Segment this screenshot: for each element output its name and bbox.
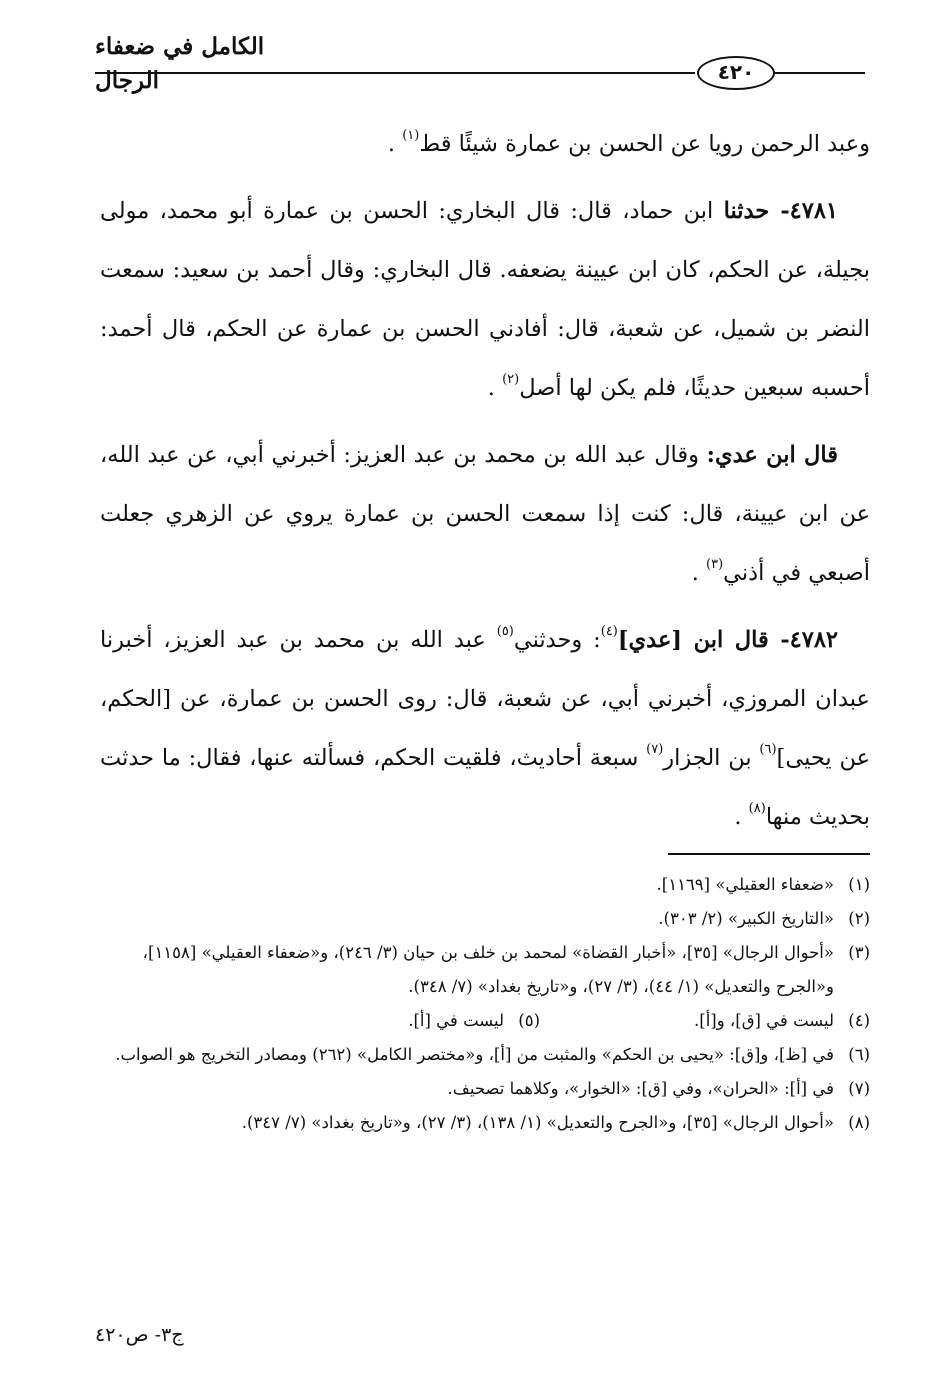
volume-page-reference: ج٣- ص٤٢٠	[95, 1324, 184, 1346]
paragraph-text: : وحدثني	[513, 627, 601, 653]
running-title: الكامل في ضعفاء الرجال	[95, 33, 265, 94]
footnote-ref: (٨)	[748, 801, 766, 816]
narration-4781	[100, 182, 870, 418]
paragraph-text: سبعة أحاديث، فلقيت الحكم، فسألته عنها، فقال: ما حدثت بحديث منها	[100, 745, 870, 830]
paragraph-end: .	[734, 804, 749, 830]
footnote	[105, 902, 870, 936]
paragraph-end: .	[387, 131, 403, 157]
footnote	[105, 868, 870, 902]
footnote	[210, 1004, 540, 1038]
footnotes	[105, 868, 870, 1140]
paragraph-end: .	[691, 560, 706, 586]
narration-number: ٤٧٨١-	[769, 198, 838, 224]
paragraph-1	[100, 115, 870, 174]
footnote-ref: (٤)	[600, 624, 618, 639]
paragraph-text: بن الجزار	[663, 745, 760, 771]
footnote-text: «ضعفاء العقيلي» [١١٦٩].	[656, 875, 834, 894]
narration-keyword: حدثنا	[723, 198, 770, 224]
footnote	[105, 1038, 870, 1072]
footnote-text: ليست في [ق]، و[أ].	[694, 1011, 834, 1030]
footnote-text: «أحوال الرجال» [٣٥]، «أخبار القضاة» لمحمد بن خلف بن حيان (٣/ ٢٤٦)، و«ضعفاء العقيلي» [١١٥٨]، و«الجرح والتعديل» (١/ ٤٤)، (٣/ ٢٧)، و«تاريخ بغداد» (٧/ ٣٤٨).	[142, 943, 834, 996]
paragraph-text: ابن حماد، قال: قال البخاري: الحسن بن عمارة أبو محمد، مولى بجيلة، عن الحكم، كان ابن عيينة يضعفه. قال البخاري: وقال أحمد بن سعيد: سمعت النضر بن شميل، عن شعبة، قال: أفادني الحسن بن عمارة عن الحكم، قال أحمد: أحسبه سبعين حديثًا، فلم يكن لها أصل	[100, 198, 870, 401]
footnote-ref: (٣)	[706, 557, 724, 572]
footnote-number: (٤)	[848, 1011, 870, 1030]
footnote-ref: (٦)	[759, 742, 777, 757]
footnote	[105, 936, 870, 1004]
paragraph-text: عبد الله بن محمد بن عبد العزيز، أخبرنا عبدان المروزي، أخبرني أبي، عن شعبة، قال: روى الحسن بن عمارة، عن [الحكم، عن يحيى]	[100, 627, 871, 771]
footnote-ref: (٢)	[502, 372, 520, 387]
footnote-number: (٧)	[848, 1079, 870, 1098]
footnote-number: (٣)	[848, 943, 870, 962]
footnote-text: «التاريخ الكبير» (٢/ ٣٠٣).	[658, 909, 834, 928]
footnote-number: (٨)	[848, 1113, 870, 1132]
footnote-ref: (١)	[402, 128, 420, 143]
footnote-text: في [ظ]، و[ق]: «يحيى بن الحكم» والمثبت من [أ]، و«مختصر الكامل» (٢٦٢) ومصادر التخريج هو الصواب.	[115, 1045, 834, 1064]
paragraph-end: .	[487, 375, 503, 401]
page-number-badge: ٤٢٠	[697, 56, 775, 90]
footnote-number: (٦)	[848, 1045, 870, 1064]
footnote-text: ليست في [أ].	[408, 1011, 504, 1030]
speaker-lead: قال ابن عدي:	[706, 442, 838, 468]
footnote-ref: (٧)	[646, 742, 664, 757]
paragraph-ibn-adi	[100, 426, 870, 603]
footnote-pair	[105, 1004, 870, 1038]
paragraph-text: وقال عبد الله بن محمد بن عبد العزيز: أخبرني أبي، عن عبد الله، عن ابن عيينة، قال: كنت إذا سمعت الحسن بن عمارة يروي عن الزهري جعلت أصبعي في أذني	[100, 442, 870, 586]
footnote-ref: (٥)	[496, 624, 514, 639]
footnote-separator	[668, 853, 870, 855]
speaker-lead: قال ابن [عدي]	[617, 627, 769, 653]
narration-number: ٤٧٨٢-	[768, 627, 838, 653]
header-rule	[95, 72, 695, 74]
footnote	[105, 1106, 870, 1140]
main-text	[100, 115, 870, 855]
narration-4782	[100, 611, 870, 847]
footnote	[105, 1072, 870, 1106]
header-rule	[775, 72, 865, 74]
footnote-text: في [أ]: «الحران»، وفي [ق]: «الخوار»، وكلاهما تصحيف.	[447, 1079, 834, 1098]
footnote-number: (٢)	[848, 909, 870, 928]
paragraph-text: وعبد الرحمن رويا عن الحسن بن عمارة شيئًا قط	[419, 131, 870, 157]
footnote-number: (١)	[848, 875, 870, 894]
footnote-number: (٥)	[518, 1011, 540, 1030]
footnote	[540, 1004, 870, 1038]
footnote-text: «أحوال الرجال» [٣٥]، و«الجرح والتعديل» (١/ ١٣٨)، (٣/ ٢٧)، و«تاريخ بغداد» (٧/ ٣٤٧).	[241, 1113, 834, 1132]
